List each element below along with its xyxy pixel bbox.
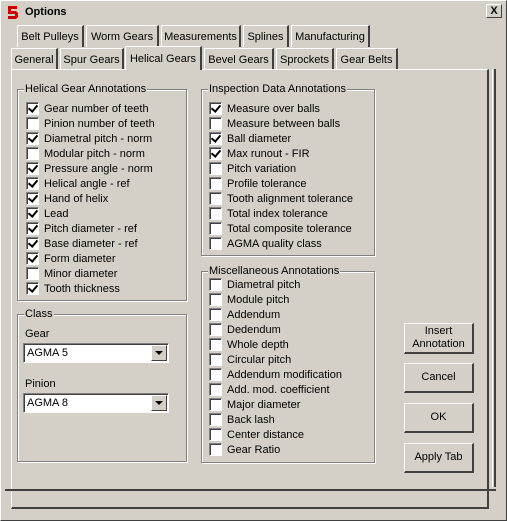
checkbox-label: Major diameter (227, 398, 301, 411)
misc-option[interactable] (209, 442, 280, 457)
inspection-option[interactable] (209, 116, 340, 131)
helical-option[interactable] (26, 251, 116, 266)
checkbox[interactable] (209, 147, 222, 160)
close-button[interactable] (486, 4, 502, 18)
misc-option[interactable] (209, 397, 300, 412)
tab-worm-gears[interactable] (86, 25, 159, 47)
checkbox[interactable] (209, 413, 222, 426)
chevron-down-icon[interactable] (151, 345, 167, 361)
helical-option[interactable] (26, 116, 155, 131)
checkbox[interactable] (209, 383, 222, 396)
pinion-class-label: Pinion (25, 378, 56, 390)
tab-helical-gears[interactable] (125, 46, 202, 70)
checkbox[interactable] (209, 192, 222, 205)
checkbox[interactable] (209, 237, 222, 250)
checkbox-label: Measure between balls (227, 117, 341, 130)
checkbox[interactable] (209, 308, 222, 321)
checkbox-label: Module pitch (227, 293, 290, 306)
checkbox[interactable] (209, 398, 222, 411)
checkbox-label: Pitch diameter - ref (44, 222, 137, 235)
helical-option[interactable] (26, 131, 152, 146)
window-title: Options (25, 6, 67, 18)
title-bar[interactable] (3, 3, 504, 21)
tab-label: Worm Gears (90, 30, 154, 43)
checkbox-label: Tooth alignment tolerance (227, 192, 353, 205)
tab-spur-gears[interactable] (60, 48, 124, 70)
checkbox-label: Add. mod. coefficient (227, 383, 330, 396)
checkbox-label: Hand of helix (44, 192, 109, 205)
checkbox[interactable] (209, 177, 222, 190)
checkbox[interactable] (209, 207, 222, 220)
checkbox-label: Profile tolerance (227, 177, 307, 190)
checkbox[interactable] (26, 162, 39, 175)
tab-general[interactable] (11, 48, 58, 70)
inspection-option[interactable] (209, 206, 328, 221)
checkbox[interactable] (209, 338, 222, 351)
misc-option[interactable] (209, 292, 289, 307)
apply-tab-button[interactable] (404, 443, 474, 473)
insert-button-label-line2: Annotation (412, 338, 465, 350)
misc-option[interactable] (209, 367, 342, 382)
misc-option[interactable] (209, 427, 304, 442)
checkbox[interactable] (26, 267, 39, 280)
checkbox[interactable] (209, 117, 222, 130)
helical-option[interactable] (26, 191, 108, 206)
checkbox[interactable] (209, 428, 222, 441)
helical-option[interactable] (26, 236, 138, 251)
checkbox[interactable] (26, 102, 39, 115)
checkbox[interactable] (209, 102, 222, 115)
inspection-option[interactable] (209, 101, 320, 116)
checkbox-label: Max runout - FIR (227, 147, 310, 160)
checkbox-label: Pressure angle - norm (44, 162, 153, 175)
checkbox[interactable] (209, 293, 222, 306)
tab-label: Belt Pulleys (21, 30, 79, 43)
checkbox-label: Addendum modification (227, 368, 342, 381)
checkbox[interactable] (209, 222, 222, 235)
checkbox[interactable] (209, 443, 222, 456)
checkbox-label: Pitch variation (227, 162, 297, 175)
checkbox[interactable] (209, 368, 222, 381)
checkbox-label: Ball diameter (227, 132, 292, 145)
tab-label: Gear Belts (340, 53, 393, 66)
checkbox-label: Diametral pitch - norm (44, 132, 153, 145)
tab-label: Manufacturing (295, 30, 365, 43)
pinion-class-value: AGMA 8 (27, 397, 68, 409)
checkbox[interactable] (209, 132, 222, 145)
tab-gear-belts[interactable] (336, 48, 398, 70)
ok-button[interactable] (404, 403, 474, 433)
checkbox-label: Modular pitch - norm (44, 147, 145, 160)
gear-class-label: Gear (25, 328, 50, 340)
checkbox-label: AGMA quality class (227, 237, 322, 250)
tab-label: Measurements (164, 30, 237, 43)
tab-sprockets[interactable] (276, 48, 334, 70)
checkbox[interactable] (26, 192, 39, 205)
checkbox-label: Minor diameter (44, 267, 118, 280)
helical-option[interactable] (26, 206, 68, 221)
group-title: Miscellaneous Annotations (209, 265, 340, 277)
inspection-option[interactable] (209, 236, 322, 251)
panel-frame-bottom (5, 487, 496, 491)
helical-option[interactable] (26, 266, 117, 281)
inspection-option[interactable] (209, 161, 296, 176)
checkbox-label: Diametral pitch (227, 278, 301, 291)
ok-button-label: OK (430, 411, 447, 423)
checkbox-label: Center distance (227, 428, 305, 441)
tab-label: Splines (247, 30, 284, 43)
checkbox-label: Gear Ratio (227, 443, 281, 456)
inspection-option[interactable] (209, 176, 307, 191)
group-title: Class (25, 308, 53, 320)
helical-option[interactable] (26, 146, 145, 161)
checkbox[interactable] (26, 282, 39, 295)
tab-measurements[interactable] (161, 25, 241, 47)
tab-label: Sprockets (280, 53, 329, 66)
inspection-option[interactable] (209, 221, 352, 236)
misc-option[interactable] (209, 337, 289, 352)
insert-button-label-line1: Insert (424, 325, 453, 337)
gear-class-select[interactable] (23, 343, 169, 363)
misc-option[interactable] (209, 277, 300, 292)
checkbox[interactable] (26, 117, 39, 130)
checkbox-label: Helical angle - ref (44, 177, 130, 190)
tab-label: Bevel Gears (208, 53, 269, 66)
misc-option[interactable] (209, 352, 291, 367)
misc-option[interactable] (209, 412, 275, 427)
tab-label: Helical Gears (129, 52, 197, 65)
checkbox-label: Circular pitch (227, 353, 292, 366)
checkbox[interactable] (26, 207, 39, 220)
checkbox[interactable] (26, 222, 39, 235)
cancel-button-label: Cancel (421, 371, 456, 383)
checkbox[interactable] (209, 162, 222, 175)
checkbox-label: Addendum (227, 308, 281, 321)
checkbox-label: Base diameter - ref (44, 237, 138, 250)
gear-class-value: AGMA 5 (27, 347, 68, 359)
misc-option[interactable] (209, 382, 330, 397)
pinion-class-select[interactable] (23, 393, 169, 413)
checkbox-label: Back lash (227, 413, 275, 426)
checkbox[interactable] (209, 323, 222, 336)
helical-option[interactable] (26, 161, 153, 176)
checkbox-label: Measure over balls (227, 102, 320, 115)
helical-option[interactable] (26, 221, 137, 236)
tab-belt-pulleys[interactable] (17, 25, 84, 47)
misc-option[interactable] (209, 322, 281, 337)
checkbox[interactable] (26, 132, 39, 145)
inspection-option[interactable] (209, 191, 353, 206)
chevron-down-icon[interactable] (151, 395, 167, 411)
inspection-option[interactable] (209, 131, 291, 146)
checkbox-label: Total index tolerance (227, 207, 328, 220)
tab-bevel-gears[interactable] (204, 48, 274, 70)
inspection-option[interactable] (209, 146, 310, 161)
checkbox[interactable] (26, 237, 39, 250)
apply-tab-button-label: Apply Tab (414, 451, 463, 463)
checkbox-label: Dedendum (227, 323, 281, 336)
checkbox-label: Tooth thickness (44, 282, 120, 295)
cancel-button[interactable] (404, 363, 474, 393)
group-title: Helical Gear Annotations (25, 83, 147, 95)
panel-frame-right (492, 69, 496, 487)
app-logo-icon (5, 4, 21, 20)
tab-label: Spur Gears (63, 53, 120, 66)
checkbox-label: Pinion number of teeth (44, 117, 155, 130)
checkbox[interactable] (26, 177, 39, 190)
checkbox-label: Total composite tolerance (227, 222, 352, 235)
close-icon: X (490, 4, 498, 17)
group-title: Inspection Data Annotations (209, 83, 346, 95)
misc-option[interactable] (209, 307, 280, 322)
checkbox-label: Whole depth (227, 338, 289, 351)
checkbox-label: Gear number of teeth (44, 102, 149, 115)
tab-splines[interactable] (243, 25, 289, 47)
helical-option[interactable] (26, 281, 120, 296)
checkbox[interactable] (209, 353, 222, 366)
checkbox-label: Form diameter (44, 252, 116, 265)
checkbox[interactable] (209, 278, 222, 291)
helical-option[interactable] (26, 176, 130, 191)
insert-annotation-button[interactable] (404, 323, 474, 354)
checkbox[interactable] (26, 252, 39, 265)
helical-option[interactable] (26, 101, 149, 116)
checkbox[interactable] (26, 147, 39, 160)
tab-manufacturing[interactable] (291, 25, 370, 47)
checkbox-label: Lead (44, 207, 69, 220)
tab-label: General (14, 53, 54, 66)
